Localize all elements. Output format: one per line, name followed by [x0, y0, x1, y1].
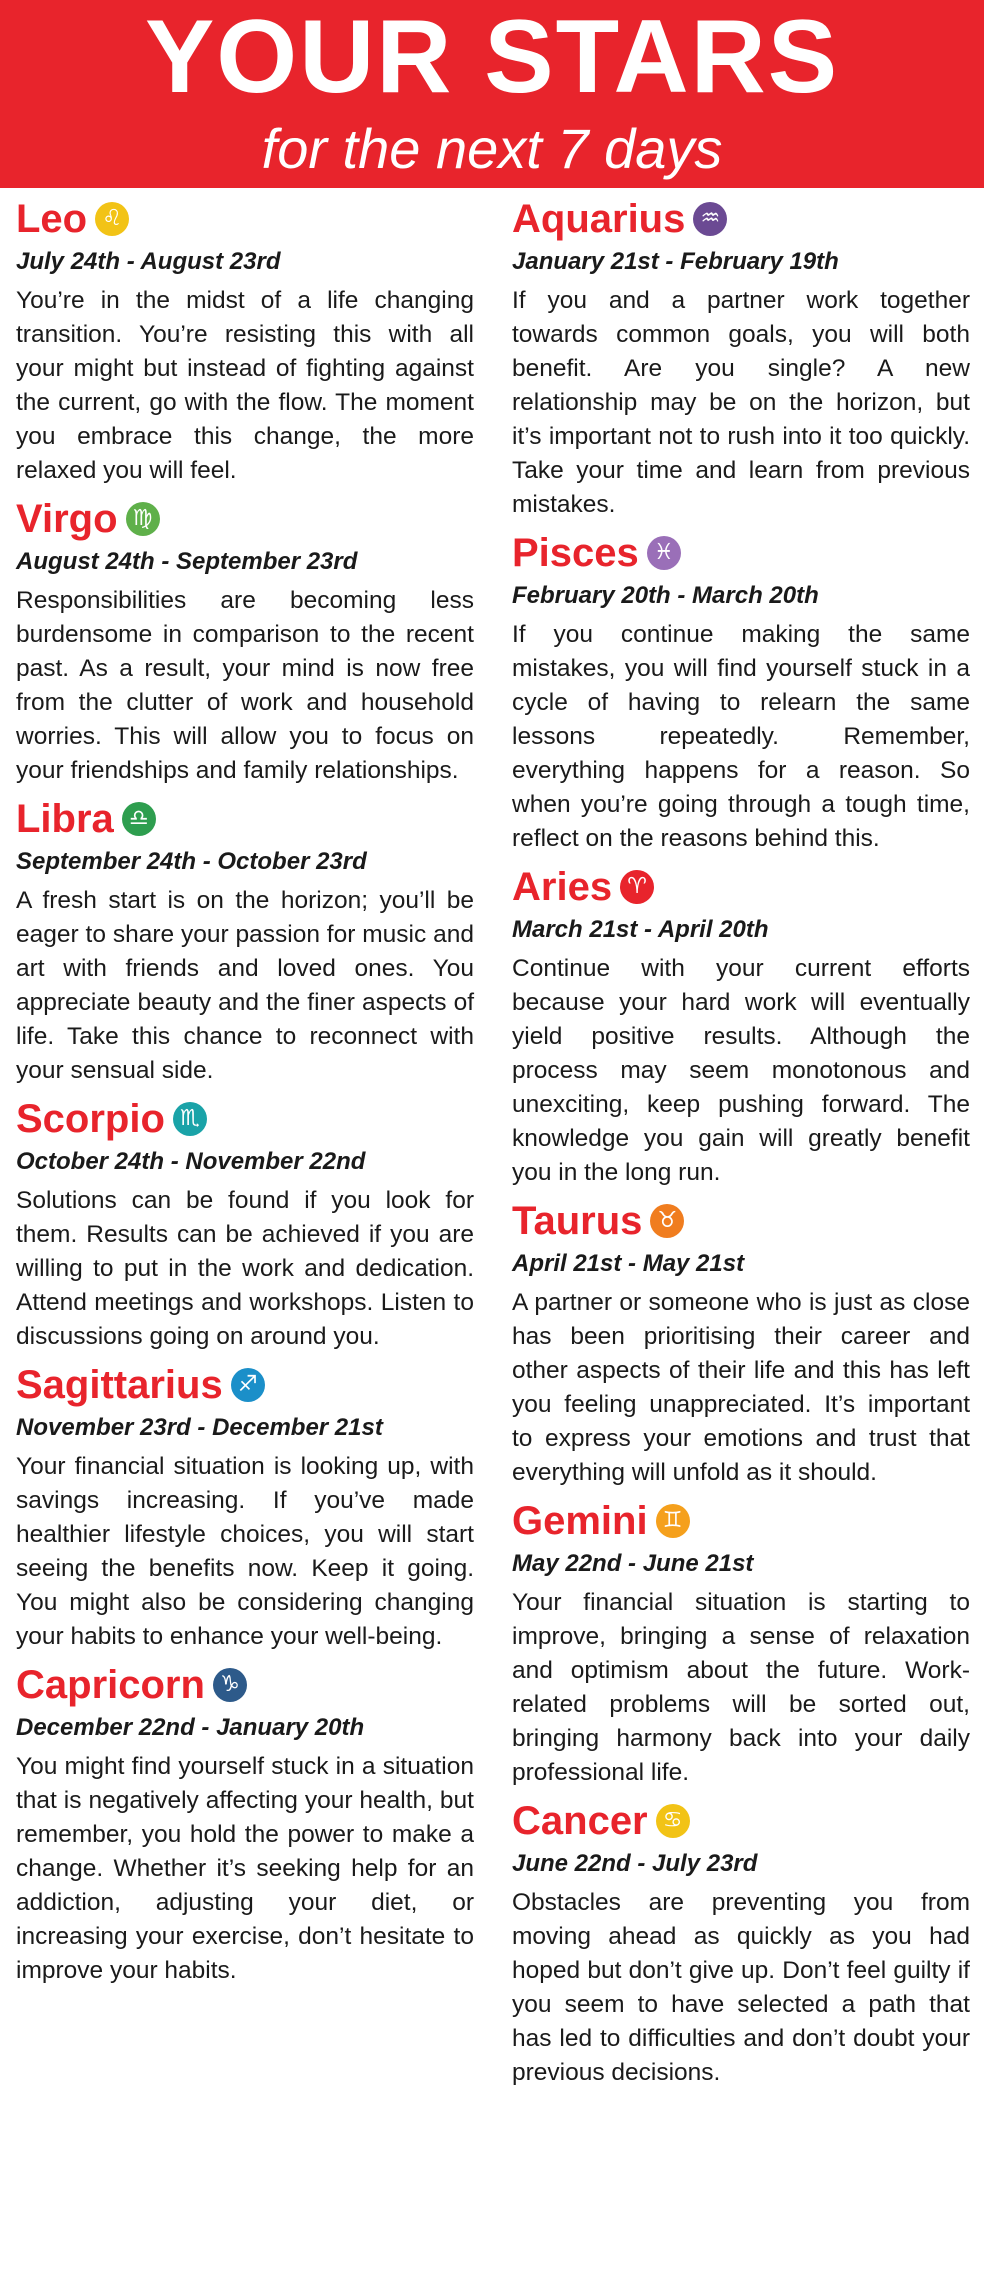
sign-heading: [512, 1498, 970, 1544]
sign-name: Sagittarius: [16, 1363, 223, 1407]
sign-forecast: If you and a partner work together towards common goals, you will both benefit. Are you single? A new relationship may be on the horizon, but it’s important not to rush into it too quickly. Take your time and learn from previous mistakes.: [512, 287, 970, 518]
gemini-symbol-icon: ♊: [656, 1504, 690, 1538]
sign-forecast: If you continue making the same mistakes, you will find yourself stuck in a cycle of having to relearn the same lessons repeatedly. Remember, everything happens for a reason. So when you’re going through a tough time, reflect on the reasons behind this.: [512, 621, 970, 852]
sign-name: Aries: [512, 865, 613, 909]
sign-forecast: You might find yourself stuck in a situation that is negatively affecting your health, but remember, you hold the power to make a change. Whether it’s seeking help for an addiction, adjusting your diet, or increasing your exercise, don’t hesitate to improve your habits.: [16, 1753, 474, 1984]
sign-dates: November 23rd - December 21st: [16, 1414, 383, 1441]
sign-virgo: [16, 496, 474, 788]
sign-forecast: Responsibilities are becoming less burdensome in comparison to the recent past. As a result, your mind is now free from the clutter of work and household worries. This will allow you to focus on your friendships and family relationships.: [16, 587, 474, 784]
sign-name: Scorpio: [16, 1097, 165, 1141]
sign-taurus: [512, 1198, 970, 1490]
sign-heading: [16, 1362, 474, 1408]
sign-name: Taurus: [512, 1199, 643, 1243]
scorpio-symbol-icon: ♏: [173, 1102, 207, 1136]
taurus-symbol-icon: ♉: [650, 1204, 684, 1238]
sign-dates: September 24th - October 23rd: [16, 848, 367, 875]
aries-symbol-icon: ♈: [620, 870, 654, 904]
sign-dates: July 24th - August 23rd: [16, 248, 281, 275]
left-column: [16, 196, 474, 1996]
sign-forecast: A fresh start is on the horizon; you’ll be eager to share your passion for music and art with friends and loved ones. You appreciate beauty and the finer aspects of life. Take this chance to reconnect with your sensual side.: [16, 887, 474, 1084]
leo-symbol-icon: ♌: [95, 202, 129, 236]
header-banner: [0, 0, 984, 188]
sign-heading: [512, 1198, 970, 1244]
sign-forecast: Solutions can be found if you look for them. Results can be achieved if you are willing to put in the work and dedication. Attend meetings and workshops. Listen to discussions going on around you.: [16, 1187, 474, 1350]
sign-dates: October 24th - November 22nd: [16, 1148, 366, 1175]
sign-sagittarius: [16, 1362, 474, 1654]
sign-heading: [16, 196, 474, 242]
sign-heading: [16, 796, 474, 842]
sagittarius-symbol-icon: ♐: [231, 1368, 265, 1402]
horoscope-columns: [0, 196, 984, 2283]
sign-dates: February 20th - March 20th: [512, 582, 819, 609]
sign-dates: March 21st - April 20th: [512, 916, 769, 943]
sign-name: Cancer: [512, 1799, 648, 1843]
virgo-symbol-icon: ♍: [126, 502, 160, 536]
sign-dates: August 24th - September 23rd: [16, 548, 358, 575]
sign-pisces: [512, 530, 970, 856]
right-column: [512, 196, 970, 2098]
sign-aries: [512, 864, 970, 1190]
sign-scorpio: [16, 1096, 474, 1354]
sign-gemini: [512, 1498, 970, 1790]
sign-dates: May 22nd - June 21st: [512, 1550, 754, 1577]
sign-name: Libra: [16, 797, 114, 841]
pisces-symbol-icon: ♓: [647, 536, 681, 570]
sign-name: Leo: [16, 197, 88, 241]
sign-heading: [16, 1096, 474, 1142]
sign-cancer: [512, 1798, 970, 2090]
sign-dates: April 21st - May 21st: [512, 1250, 745, 1277]
capricorn-symbol-icon: ♑: [213, 1668, 247, 1702]
sign-heading: [512, 864, 970, 910]
sign-name: Gemini: [512, 1499, 648, 1543]
page-subtitle: for the next 7 days: [261, 117, 723, 180]
sign-name: Aquarius: [512, 197, 686, 241]
sign-libra: [16, 796, 474, 1088]
sign-forecast: Your financial situation is starting to improve, bringing a sense of relaxation and optimism about the future. Work-related problems will be sorted out, bringing harmony back into your daily professional life.: [512, 1589, 970, 1786]
sign-name: Capricorn: [16, 1663, 205, 1707]
sign-heading: [512, 1798, 970, 1844]
sign-forecast: Continue with your current efforts because your hard work will eventually yield positive results. Although the process may seem monotonous and unexciting, keep pushing forward. The knowledge you gain will greatly benefit you in the long run.: [512, 955, 970, 1186]
cancer-symbol-icon: ♋: [656, 1804, 690, 1838]
sign-dates: January 21st - February 19th: [512, 248, 839, 275]
sign-aquarius: [512, 196, 970, 522]
sign-leo: [16, 196, 474, 488]
sign-name: Pisces: [512, 531, 639, 575]
sign-heading: [16, 496, 474, 542]
sign-capricorn: [16, 1662, 474, 1988]
aquarius-symbol-icon: ♒: [693, 202, 727, 236]
page-title: YOUR STARS: [144, 0, 840, 115]
sign-forecast: Obstacles are preventing you from moving ahead as quickly as you had hoped but don’t give up. Don’t feel guilty if you seem to have selected a path that has led to difficulties and don’t doubt your previous decisions.: [512, 1889, 970, 2086]
sign-forecast: Your financial situation is looking up, with savings increasing. If you’ve made healthier lifestyle choices, you will start seeing the benefits now. Keep it going. You might also be considering changing your habits to enhance your well-being.: [16, 1453, 474, 1650]
sign-dates: December 22nd - January 20th: [16, 1714, 365, 1741]
sign-heading: [512, 530, 970, 576]
sign-name: Virgo: [16, 497, 118, 541]
sign-forecast: You’re in the midst of a life changing transition. You’re resisting this with all your might but instead of fighting against the current, go with the flow. The moment you embrace this change, the more relaxed you will feel.: [16, 287, 474, 484]
sign-heading: [512, 196, 970, 242]
sign-heading: [16, 1662, 474, 1708]
sign-dates: June 22nd - July 23rd: [512, 1850, 758, 1877]
libra-symbol-icon: ♎: [122, 802, 156, 836]
sign-forecast: A partner or someone who is just as close has been prioritising their career and other aspects of their life and this has left you feeling unappreciated. It’s important to express your emotions and trust that everything will unfold as it should.: [512, 1289, 970, 1486]
